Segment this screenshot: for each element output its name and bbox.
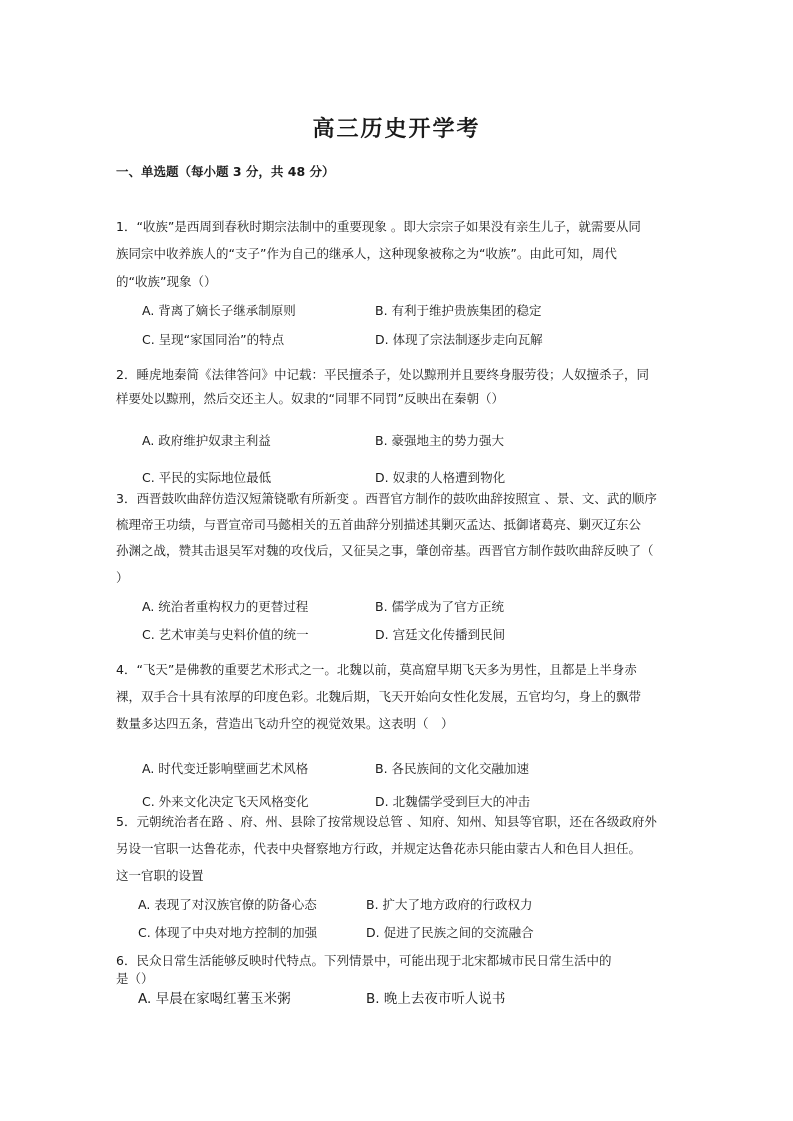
question-5-line-2: 另设一官职一达鲁花赤，代表中央督察地方行政，并规定达鲁花赤只能由蒙古人和色目人担任。 <box>116 841 642 856</box>
question-3-line-3: 孙渊之战，赞其击退吴军对魏的攻伐后，又征吴之事，肇创帝基。西晋官方制作鼓吹曲辞反映了（ <box>116 543 654 558</box>
question-4-line-3: 数量多达四五条，营造出飞动升空的视觉效果。这表明（ ） <box>116 716 454 731</box>
question-4-option-b: B. 各民族间的文化交融加速 <box>375 761 530 776</box>
section-heading: 一、单选题（每小题 3 分，共 48 分） <box>116 164 335 179</box>
question-1-option-a: A. 背离了嫡长子继承制原则 <box>142 303 296 318</box>
question-4-option-c: C. 外来文化决定飞天风格变化 <box>142 794 309 809</box>
question-3-option-d: D. 宫廷文化传播到民间 <box>375 627 506 642</box>
exam-title: 高三历史开学考 <box>312 116 481 142</box>
question-5-option-a: A. 表现了对汉族官僚的防备心态 <box>138 897 317 912</box>
question-4-line-2: 裸，双手合十具有浓厚的印度色彩。北魏后期，飞天开始向女性化发展，五官均匀，身上的飘带 <box>116 689 642 704</box>
question-3-option-c: C. 艺术审美与史料价值的统一 <box>142 627 309 642</box>
question-5-line-3: 这一官职的设置 <box>116 868 204 883</box>
question-4-option-d: D. 北魏儒学受到巨大的冲击 <box>375 794 531 809</box>
question-6-option-a: A. 早晨在家喝红薯玉米粥 <box>138 991 291 1007</box>
question-5-option-c: C. 体现了中央对地方控制的加强 <box>138 925 318 940</box>
question-5-line-1: 5．元朝统治者在路 、府、州、县除了按常规设总管 、知府、知州、知县等官职，还在各级政府外 <box>116 814 657 829</box>
question-2-option-c: C. 平民的实际地位最低 <box>142 470 272 485</box>
question-2-option-b: B. 豪强地主的势力强大 <box>375 433 505 448</box>
question-3-line-2: 梳理帝王功绩，与晋宣帝司马懿相关的五首曲辞分别描述其剿灭孟达、抵御诸葛亮、剿灭辽东公 <box>116 517 642 532</box>
question-1-option-c: C. 呈现“家国同治”的特点 <box>142 332 285 347</box>
question-4-option-a: A. 时代变迁影响壁画艺术风格 <box>142 761 309 776</box>
question-2-option-a: A. 政府维护奴隶主利益 <box>142 433 271 448</box>
question-2-option-d: D. 奴隶的人格遭到物化 <box>375 470 506 485</box>
question-1-option-d: D. 体现了宗法制逐步走向瓦解 <box>375 332 543 347</box>
question-2-line-1: 2．睡虎地秦简《法律答问》中记载：平民擅杀子，处以黥刑并且要终身服劳役；人奴擅杀子，同 <box>116 367 649 382</box>
question-3-line-1: 3．西晋鼓吹曲辞仿造汉短箫铙歌有所新变 。西晋官方制作的鼓吹曲辞按照宣 、景、文、武的顺序 <box>116 491 657 506</box>
question-4-line-1: 4．“飞天”是佛教的重要艺术形式之一。北魏以前，莫高窟早期飞天多为男性，且都是上半身赤 <box>116 662 637 677</box>
question-6-line-1: 6．民众日常生活能够反映时代特点。下列情景中，可能出现于北宋都城市民日常生活中的 <box>116 953 612 968</box>
question-1-line-2: 族同宗中收养族人的“支子”作为自己的继承人，这种现象被称之为“收族”。由此可知，周代 <box>116 246 617 261</box>
question-3-option-a: A. 统治者重构权力的更替过程 <box>142 599 309 614</box>
question-1-line-3: 的“收族”现象（） <box>116 274 217 289</box>
question-3-option-b: B. 儒学成为了官方正统 <box>375 599 505 614</box>
question-5-option-b: B. 扩大了地方政府的行政权力 <box>366 897 533 912</box>
question-5-option-d: D. 促进了民族之间的交流融合 <box>366 925 534 940</box>
question-6-option-b: B. 晚上去夜市听人说书 <box>366 991 506 1007</box>
question-1-line-1: 1．“收族”是西周到春秋时期宗法制中的重要现象 。即大宗宗子如果没有亲生儿子，就需要从同 <box>116 219 641 234</box>
question-2-line-2: 样要处以黥刑，然后交还主人。奴隶的“同罪不同罚”反映出在秦朝（） <box>116 391 504 406</box>
question-3-line-4: ） <box>116 570 129 585</box>
question-1-option-b: B. 有利于维护贵族集团的稳定 <box>375 303 542 318</box>
question-6-line-2: 是（） <box>116 971 154 986</box>
